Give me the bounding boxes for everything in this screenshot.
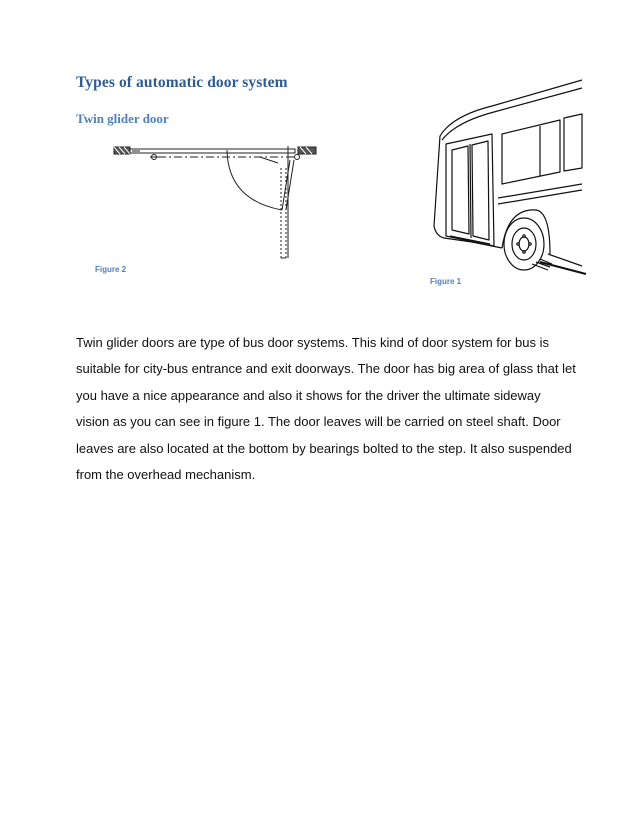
- bus-illustration: [432, 76, 588, 276]
- section-subheading: Twin glider door: [76, 111, 169, 126]
- figure-1-caption: Figure 1: [430, 277, 462, 286]
- door-plan-diagram: [110, 138, 320, 263]
- page-heading: Types of automatic door system: [76, 74, 288, 91]
- figure-2-caption: Figure 2: [95, 265, 127, 274]
- body-paragraph: Twin glider doors are type of bus door systems. This kind of door system for bus is suitable for city-bus entrance and exit doorways. The door has big area of glass that let you have a nice appearance and also it shows for the driver the ultimate sideway vision as you can see in figure 1. The door leaves will be carried on steel shaft. Door leaves are also located at the bottom by bearings bolted to the step. It also suspended from the overhead mechanism.: [76, 335, 576, 483]
